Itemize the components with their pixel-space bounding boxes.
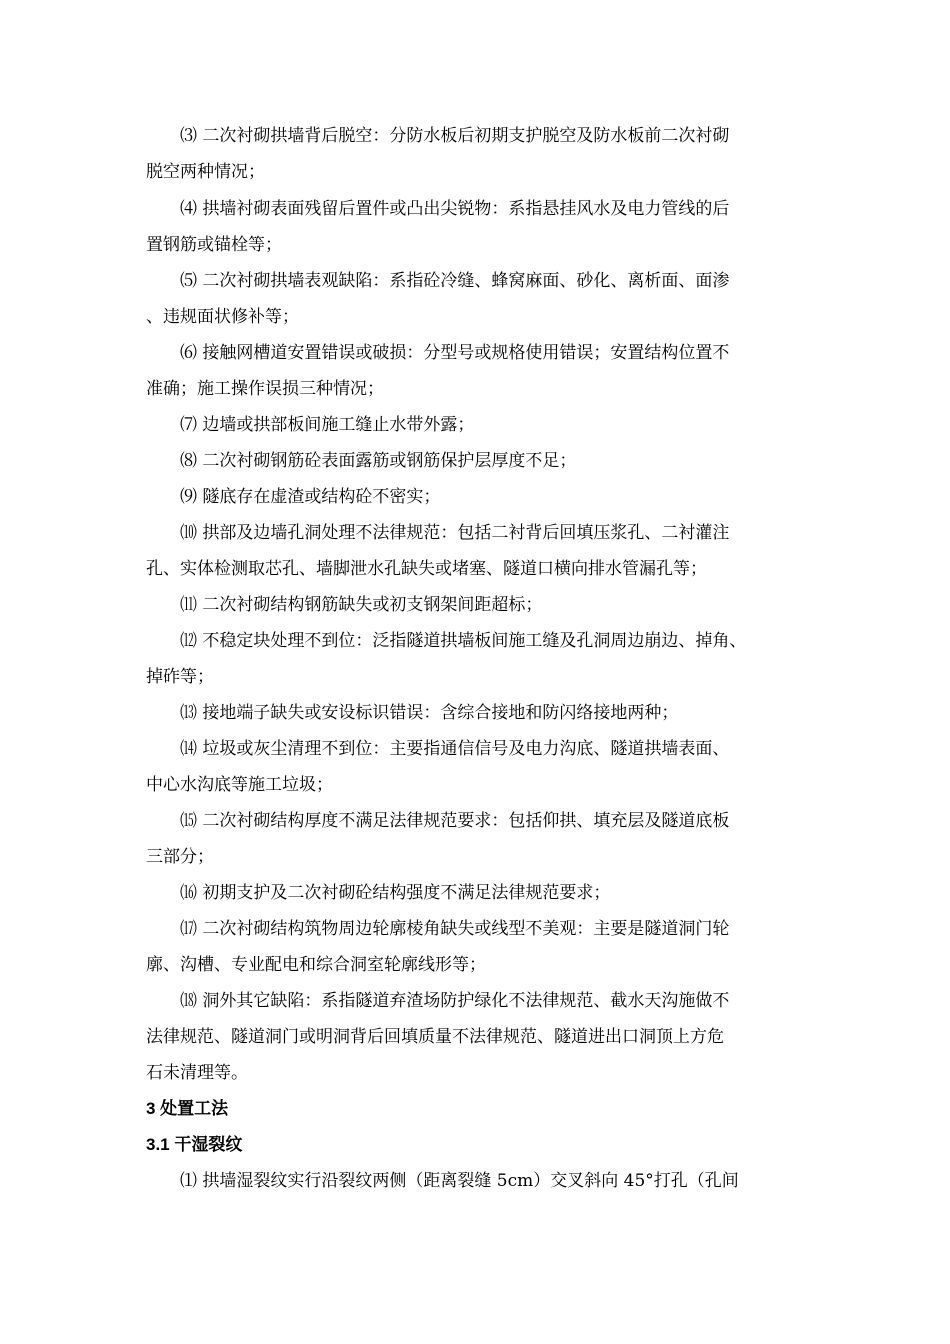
paragraph-line: 、违规面状修补等； bbox=[146, 307, 299, 327]
paragraph-line: 廓、沟槽、专业配电和综合洞室轮廓线形等； bbox=[146, 955, 486, 975]
paragraph-line: ⑷ 拱墙衬砌表面残留后置件或凸出尖锐物：系指悬挂风水及电力管线的后 bbox=[180, 199, 730, 219]
subsection-heading: 3.1 干湿裂纹 bbox=[146, 1135, 243, 1154]
section-heading: 3 处置工法 bbox=[146, 1099, 229, 1118]
paragraph-line: ⑺ 边墙或拱部板间施工缝止水带外露； bbox=[180, 415, 475, 435]
paragraph-line: ⑾ 二次衬砌结构钢筋缺失或初支钢架间距超标； bbox=[180, 595, 543, 615]
paragraph-line: 中心水沟底等施工垃圾； bbox=[146, 775, 333, 795]
paragraph-line: 法律规范、隧道洞门或明洞背后回填质量不法律规范、隧道进出口洞顶上方危 bbox=[146, 1027, 724, 1047]
paragraph-line: 置钢筋或锚栓等； bbox=[146, 235, 282, 255]
paragraph-line: ⑿ 不稳定块处理不到位：泛指隧道拱墙板间施工缝及孔洞周边崩边、掉角、 bbox=[180, 631, 747, 651]
paragraph-line: 脱空两种情况； bbox=[146, 162, 265, 182]
paragraph-line: ⑼ 隧底存在虚渣或结构砼不密实； bbox=[180, 487, 441, 507]
paragraph-line: ⑹ 接触网槽道安置错误或破损：分型号或规格使用错误；安置结构位置不 bbox=[180, 343, 730, 363]
paragraph-line: ⑸ 二次衬砌拱墙表观缺陷：系指砼冷缝、蜂窝麻面、砂化、离析面、面渗 bbox=[180, 271, 730, 291]
paragraph-line: ⒅ 洞外其它缺陷：系指隧道弃渣场防护绿化不法律规范、截水天沟施做不 bbox=[180, 991, 730, 1011]
paragraph-line: ⒄ 二次衬砌结构筑物周边轮廓棱角缺失或线型不美观：主要是隧道洞门轮 bbox=[180, 919, 730, 939]
paragraph-line: 石未清理等。 bbox=[146, 1063, 248, 1083]
paragraph-line: 掉砟等； bbox=[146, 667, 214, 687]
paragraph-line: ⒂ 二次衬砌结构厚度不满足法律规范要求：包括仰拱、填充层及隧道底板 bbox=[180, 811, 730, 831]
paragraph-line: 准确；施工操作误损三种情况； bbox=[146, 379, 384, 399]
paragraph-line: ⒃ 初期支护及二次衬砌砼结构强度不满足法律规范要求； bbox=[180, 883, 611, 903]
paragraph-line: 三部分； bbox=[146, 847, 214, 867]
paragraph-line: ⑶ 二次衬砌拱墙背后脱空：分防水板后初期支护脱空及防水板前二次衬砌 bbox=[180, 126, 730, 146]
paragraph-line: ⒀ 接地端子缺失或安设标识错误：含综合接地和防闪络接地两种； bbox=[180, 703, 679, 723]
paragraph-line: ⒁ 垃圾或灰尘清理不到位：主要指通信信号及电力沟底、隧道拱墙表面、 bbox=[180, 739, 730, 759]
paragraph-line: ⑻ 二次衬砌钢筋砼表面露筋或钢筋保护层厚度不足； bbox=[180, 451, 577, 471]
paragraph-line: ⑴ 拱墙湿裂纹实行沿裂纹两侧（距离裂缝 5cm）交叉斜向 45°打孔（孔间 bbox=[180, 1171, 739, 1191]
paragraph-line: ⑽ 拱部及边墙孔洞处理不法律规范：包括二衬背后回填压浆孔、二衬灌注 bbox=[180, 523, 730, 543]
paragraph-line: 孔、实体检测取芯孔、墙脚泄水孔缺失或堵塞、隧道口横向排水管漏孔等； bbox=[146, 559, 707, 579]
